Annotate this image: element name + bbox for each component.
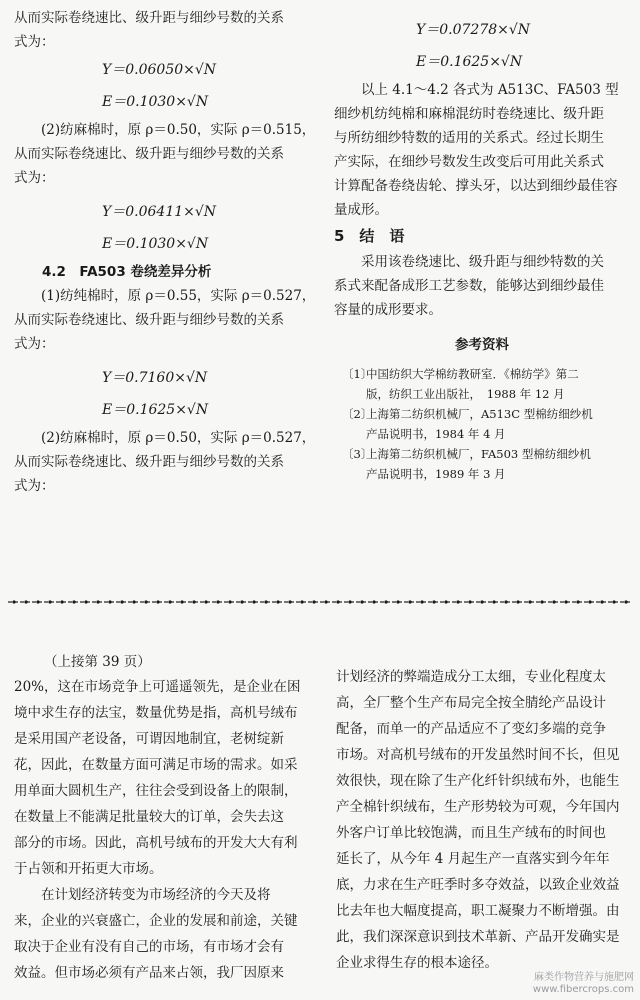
reference-text: 产品说明书，1989 年 3 月 xyxy=(366,467,506,481)
paragraph-line: (1)纺纯棉时，原 ρ＝0.55，实际 ρ＝0.527， xyxy=(41,288,316,304)
divider-dot xyxy=(312,600,315,603)
divider-dot xyxy=(36,600,39,603)
paragraph-line: 来，企业的兴衰盛亡，企业的发展和前途，关键 xyxy=(14,913,298,929)
divider-dot xyxy=(144,600,147,603)
paragraph-line: 计算配备卷绕齿轮、撑头牙，以达到细纱最佳容 xyxy=(334,178,618,194)
equation-e-2: E＝0.1030×√N xyxy=(102,236,209,252)
paragraph-line: 在计划经济转变为市场经济的今天及将 xyxy=(41,887,271,903)
equation-y-1: Y＝0.06050×√N xyxy=(102,62,217,78)
paragraph-line: 于占领和开拓更大市场。 xyxy=(14,861,163,877)
paragraph-line: 市场。对高机号绒布的开发虽然时间不长，但见 xyxy=(336,747,620,763)
paragraph-line: 从而实际卷绕速比、级升距与细纱号数的关系 xyxy=(14,454,284,470)
paragraph-line: 配备，而单一的产品适应不了变幻多端的竞争 xyxy=(336,721,606,737)
divider-dot xyxy=(60,600,63,603)
divider-dot xyxy=(492,600,495,603)
equation-y-2: Y＝0.06411×√N xyxy=(102,204,217,220)
divider-dot xyxy=(528,600,531,603)
paragraph-line: 效益。但市场必须有产品来占领，我厂因原来 xyxy=(14,965,284,981)
paragraph-line: 从而实际卷绕速比、级升距与细纱号数的关系 xyxy=(14,146,284,162)
references-list xyxy=(334,364,630,484)
bottom-right-text xyxy=(336,664,632,976)
reference-number: 〔2〕 xyxy=(342,407,373,421)
divider-dot xyxy=(612,600,615,603)
divider-dot xyxy=(516,600,519,603)
divider-dot xyxy=(456,600,459,603)
watermark-line: www.fibercrops.com xyxy=(532,984,634,995)
paragraph-line: 外客户订单比较饱满，而且生产绒布的时间也 xyxy=(336,825,606,841)
divider-dot xyxy=(216,600,219,603)
divider-dot xyxy=(540,600,543,603)
divider-dot xyxy=(444,600,447,603)
divider-dot xyxy=(468,600,471,603)
paragraph-line: 式为： xyxy=(14,34,55,50)
paragraph-line: 计划经济的弊端造成分工太细，专业化程度太 xyxy=(336,669,606,685)
references-heading: 参考资料 xyxy=(455,337,509,353)
divider-dot xyxy=(600,600,603,603)
paragraph-line: 量成形。 xyxy=(334,202,388,218)
bottom-left-text xyxy=(14,674,322,986)
divider-dot xyxy=(552,600,555,603)
reference-text: 中国纺织大学棉纺教研室．《棉纺学》第二 xyxy=(366,367,579,381)
continued-from-note: （上接第 39 页） xyxy=(44,654,151,670)
divider-dot xyxy=(192,600,195,603)
divider-dot xyxy=(24,600,27,603)
divider-dot xyxy=(12,600,15,603)
divider-dot xyxy=(96,600,99,603)
divider-dot xyxy=(396,600,399,603)
divider-dot xyxy=(300,600,303,603)
site-watermark xyxy=(533,972,634,996)
divider-dot xyxy=(336,600,339,603)
paragraph-line: 从而实际卷绕速比、级升距与细纱号数的关系 xyxy=(14,312,284,328)
divider-dot xyxy=(120,600,123,603)
divider-dot xyxy=(132,600,135,603)
divider-dot xyxy=(564,600,567,603)
paragraph-line: 底，力求在生产旺季时多夺效益，以致企业效益 xyxy=(336,877,620,893)
paragraph-line: 采用该卷绕速比、级升距与细纱特数的关 xyxy=(361,254,604,270)
paragraph-line: 花，因此，在数量方面可满足市场的需求。如采 xyxy=(14,757,298,773)
reference-item xyxy=(342,364,630,404)
paragraph-line: 延长了，从今年 4 月起生产一直落实到今年年 xyxy=(336,851,610,867)
divider-dot xyxy=(48,600,51,603)
divider-dot xyxy=(384,600,387,603)
divider-dot xyxy=(420,600,423,603)
divider-dot xyxy=(504,600,507,603)
reference-item xyxy=(342,404,630,444)
divider-dot xyxy=(168,600,171,603)
paragraph-line: (2)纺麻棉时，原 ρ＝0.50，实际 ρ＝0.527， xyxy=(41,430,316,446)
reference-text: 上海第二纺织机械厂，A513C 型棉纺细纱机 xyxy=(366,407,593,421)
paragraph-line: 企业求得生存的根本途径。 xyxy=(336,955,498,971)
divider-dot xyxy=(360,600,363,603)
top-right-column xyxy=(334,14,630,484)
divider-dot xyxy=(624,600,627,603)
divider-dot xyxy=(276,600,279,603)
divider-dot xyxy=(576,600,579,603)
bottom-right-column xyxy=(336,664,632,976)
divider-dot xyxy=(432,600,435,603)
equation-y-4: Y＝0.07278×√N xyxy=(416,22,531,38)
divider-dot xyxy=(180,600,183,603)
paragraph-line: 境中求生存的法宝，数量优势是指，高机号绒布 xyxy=(14,705,298,721)
divider-dot xyxy=(156,600,159,603)
divider-dot xyxy=(324,600,327,603)
watermark-line: 麻类作物营养与施肥网 xyxy=(534,972,634,983)
section-heading-5: 5 结 语 xyxy=(334,227,405,245)
divider-dot xyxy=(228,600,231,603)
divider-dot xyxy=(84,600,87,603)
paragraph-line: 产实际，在细纱号数发生改变后可用此关系式 xyxy=(334,154,604,170)
paragraph-line: 从而实际卷绕速比、级升距与细纱号数的关系 xyxy=(14,10,284,26)
paragraph-line: 此，我们深深意识到技术革新、产品开发确实是 xyxy=(336,929,620,945)
paragraph-line: 在数量上不能满足批量较大的订单，会失去这 xyxy=(14,809,284,825)
divider-dot xyxy=(252,600,255,603)
paragraph-line: 高，全厂整个生产布局完全按全腈纶产品设计 xyxy=(336,695,606,711)
top-left-column xyxy=(14,6,319,498)
paragraph-line: 系式来配备成形工艺参数，能够达到细纱最佳 xyxy=(334,278,604,294)
divider-dot xyxy=(348,600,351,603)
equation-y-3: Y＝0.7160×√N xyxy=(102,370,208,386)
paragraph-line: (2)纺麻棉时，原 ρ＝0.50，实际 ρ＝0.515， xyxy=(41,122,316,138)
section-heading-4-2: 4.2 FA503 卷绕差异分析 xyxy=(42,264,212,280)
paragraph-line: 细纱机纺纯棉和麻棉混纺时卷绕速比、级升距 xyxy=(334,106,604,122)
reference-text: 产品说明书，1984 年 4 月 xyxy=(366,427,506,441)
paragraph-line: 以上 4.1～4.2 各式为 A513C、FA503 型 xyxy=(361,82,619,98)
paragraph-line: 20%，这在市场竞争上可遥遥领先，是企业在困 xyxy=(14,679,301,695)
paragraph-line: 比去年也大幅度提高，职工凝聚力不断增强。由 xyxy=(336,903,620,919)
paragraph-line: 容量的成形要求。 xyxy=(334,302,442,318)
paragraph-line: 式为： xyxy=(14,478,55,494)
equation-e-1: E＝0.1030×√N xyxy=(102,94,209,110)
divider-dot xyxy=(240,600,243,603)
equation-e-3: E＝0.1625×√N xyxy=(102,402,209,418)
divider-dot xyxy=(288,600,291,603)
bottom-left-column xyxy=(14,650,322,986)
paragraph-line: 式为： xyxy=(14,336,55,352)
divider-dot xyxy=(408,600,411,603)
divider-dot xyxy=(372,600,375,603)
paragraph-line: 产全棉针织绒布，生产形势较为可观，今年国内 xyxy=(336,799,620,815)
reference-text: 版，纺织工业出版社， 1988 年 12 月 xyxy=(366,387,565,401)
paragraph-line: 用单面大圆机生产，往往会受到设备上的限制， xyxy=(14,783,298,799)
divider-dot xyxy=(72,600,75,603)
divider-dot xyxy=(480,600,483,603)
paragraph-line: 是采用国产老设备，可谓因地制宜，老树绽新 xyxy=(14,731,284,747)
paragraph-line: 部分的市场。因此，高机号绒布的开发大大有利 xyxy=(14,835,298,851)
divider-dot xyxy=(588,600,591,603)
paragraph-line: 取决于企业有没有自己的市场，有市场才会有 xyxy=(14,939,284,955)
divider-dot xyxy=(204,600,207,603)
equation-e-4: E＝0.1625×√N xyxy=(416,54,523,70)
section-divider xyxy=(8,598,632,606)
paragraph-line: 式为： xyxy=(14,170,55,186)
divider-dot xyxy=(264,600,267,603)
reference-item xyxy=(342,444,630,484)
paragraph-line: 与所纺细纱特数的适用的关系式。经过长期生 xyxy=(334,130,604,146)
reference-number: 〔3〕 xyxy=(342,447,373,461)
reference-number: 〔1〕 xyxy=(342,367,373,381)
paragraph-line: 效很快，现在除了生产化纤针织绒布外，也能生 xyxy=(336,773,620,789)
divider-dot xyxy=(108,600,111,603)
reference-text: 上海第二纺织机械厂，FA503 型棉纺细纱机 xyxy=(366,447,591,461)
